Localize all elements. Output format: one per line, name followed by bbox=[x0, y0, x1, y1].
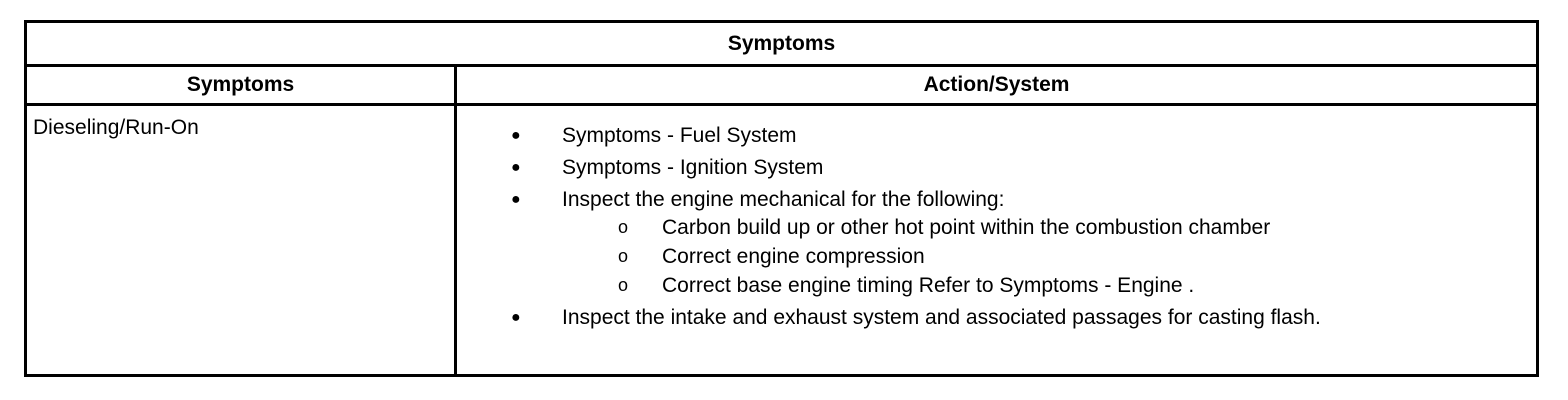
action-item-text: Symptoms - Fuel System bbox=[562, 124, 797, 147]
action-item bbox=[457, 184, 1536, 300]
bullet-icon: ● bbox=[511, 159, 521, 176]
action-item-text: Symptoms - Ignition System bbox=[562, 156, 824, 179]
hollow-bullet-icon: o bbox=[618, 246, 629, 266]
column-header-symptoms: Symptoms bbox=[26, 66, 456, 105]
sub-action-item-text: Carbon build up or other hot point within the combustion chamber bbox=[662, 216, 1271, 239]
table-row bbox=[26, 105, 1538, 376]
action-list bbox=[457, 120, 1536, 334]
sub-action-list bbox=[562, 213, 1536, 300]
sub-action-item-text: Correct base engine timing Refer to Symptoms - Engine . bbox=[662, 274, 1195, 297]
table-caption: Symptoms bbox=[26, 22, 1538, 66]
sub-action-item-text: Correct engine compression bbox=[662, 245, 925, 268]
action-item bbox=[457, 120, 1536, 152]
action-cell bbox=[456, 105, 1538, 376]
symptom-cell: Dieseling/Run-On bbox=[26, 105, 456, 376]
sub-action-item bbox=[562, 242, 1536, 271]
bullet-icon: ● bbox=[511, 191, 521, 208]
hollow-bullet-icon: o bbox=[618, 275, 629, 295]
action-item-text: Inspect the engine mechanical for the following: bbox=[562, 188, 1005, 211]
column-header-action-system: Action/System bbox=[456, 66, 1538, 105]
symptoms-table bbox=[24, 20, 1539, 377]
action-item-text: Inspect the intake and exhaust system and associated passages for casting flash. bbox=[562, 306, 1321, 329]
sub-action-item bbox=[562, 213, 1536, 242]
action-item bbox=[457, 152, 1536, 184]
bullet-icon: ● bbox=[511, 127, 521, 144]
bullet-icon: ● bbox=[511, 309, 521, 326]
action-item bbox=[457, 302, 1536, 334]
sub-action-item bbox=[562, 271, 1536, 300]
hollow-bullet-icon: o bbox=[618, 217, 629, 237]
